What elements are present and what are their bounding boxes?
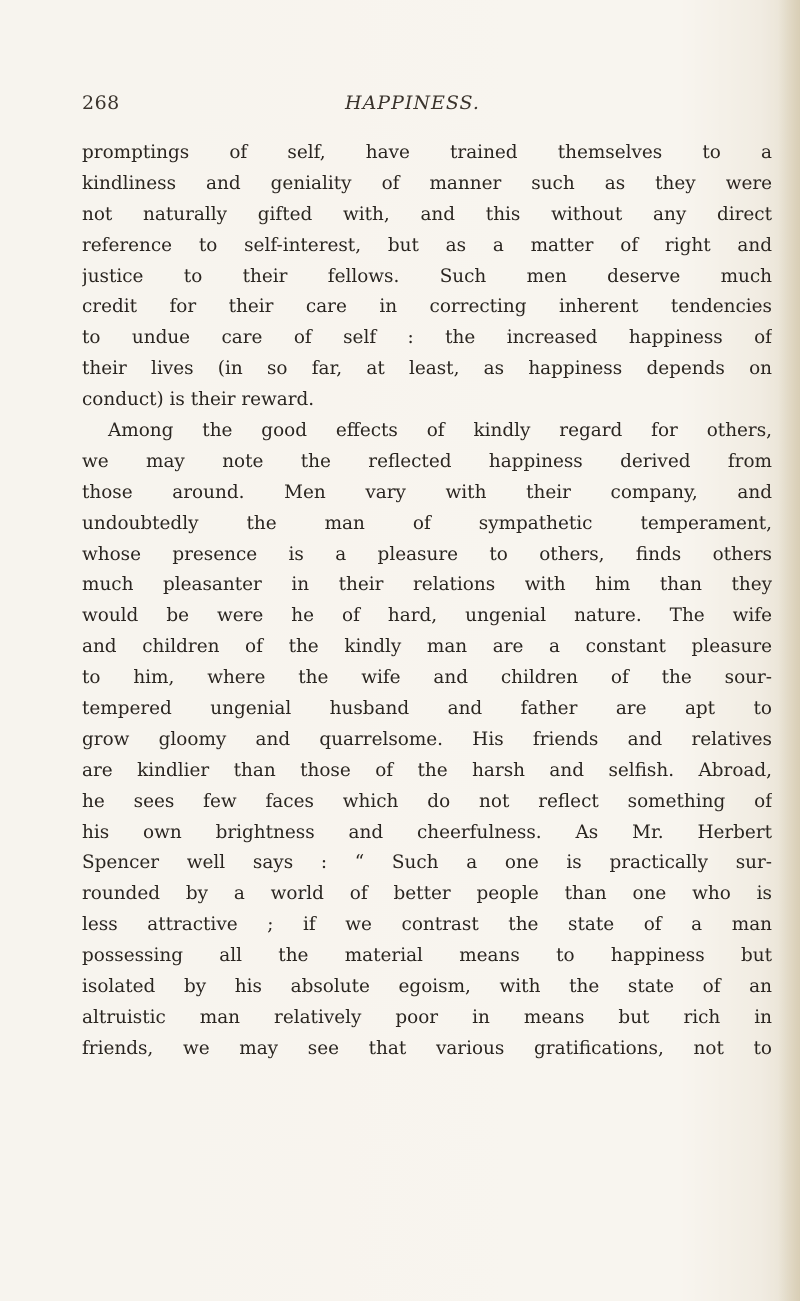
text-line: much pleasanter in their relations with him than they — [82, 574, 772, 596]
text-line: to him, where the wife and children of the sour- — [82, 667, 772, 689]
text-line: undoubtedly the man of sympathetic temperament, — [82, 512, 772, 534]
page-header — [82, 92, 772, 122]
text-line: isolated by his absolute egoism, with the state of an — [82, 976, 772, 998]
text-line: reference to self-interest, but as a matter of right and — [82, 234, 772, 256]
page-number: 268 — [82, 92, 120, 114]
text-line: less attractive ; if we contrast the state of a man — [82, 914, 772, 936]
text-line: justice to their fellows. Such men deserve much — [82, 265, 772, 287]
text-line: would be were he of hard, ungenial nature. The wife — [82, 605, 772, 627]
text-line: kindliness and geniality of manner such as they were — [82, 172, 772, 194]
text-line: rounded by a world of better people than one who is — [82, 883, 772, 905]
text-line: not naturally gifted with, and this without any direct — [82, 203, 772, 225]
text-line: possessing all the material means to happiness but — [82, 945, 772, 967]
page-edge-shadow — [778, 0, 800, 1301]
text-line: his own brightness and cheerfulness. As Mr. Herbert — [82, 821, 772, 843]
running-title: HAPPINESS. — [345, 92, 480, 114]
text-line: to undue care of self : the increased happiness of — [82, 327, 772, 349]
text-line: conduct) is their reward. — [82, 389, 315, 411]
text-line: he sees few faces which do not reflect something of — [82, 790, 772, 812]
text-line: and children of the kindly man are a constant pleasure — [82, 636, 772, 658]
text-line: are kindlier than those of the harsh and selfish. Abroad, — [82, 759, 772, 781]
body-text — [82, 138, 772, 1065]
text-line: credit for their care in correcting inherent tendencies — [82, 296, 772, 318]
text-line: we may note the reflected happiness derived from — [82, 450, 772, 472]
text-line: promptings of self, have trained themselves to a — [82, 142, 772, 163]
text-line: friends, we may see that various gratifications, not to — [82, 1037, 772, 1059]
text-line: tempered ungenial husband and father are apt to — [82, 698, 772, 720]
text-line: those around. Men vary with their company, and — [82, 481, 772, 503]
text-line: Spencer well says : “ Such a one is practically sur- — [82, 852, 772, 874]
text-line: their lives (in so far, at least, as happiness depends on — [82, 358, 772, 380]
text-line: whose presence is a pleasure to others, finds others — [82, 543, 772, 565]
text-line: grow gloomy and quarrelsome. His friends and relatives — [82, 728, 772, 750]
text-line: Among the good effects of kindly regard for others, — [108, 420, 772, 442]
text-line: altruistic man relatively poor in means but rich in — [82, 1006, 772, 1028]
